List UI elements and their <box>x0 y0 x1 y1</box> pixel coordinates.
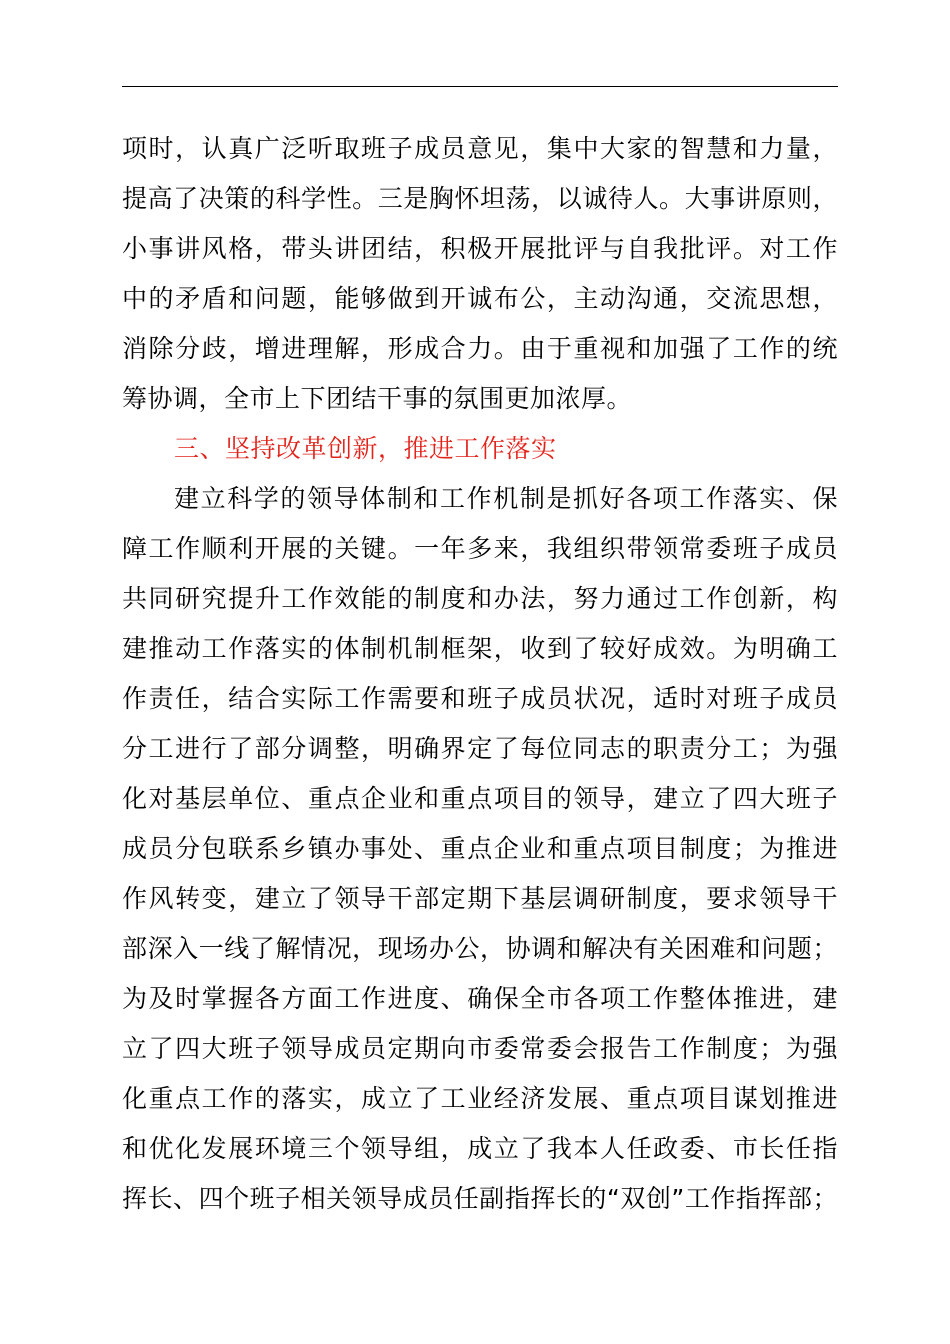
text-line: 建推动工作落实的体制机制框架，收到了较好成效。为明确工 <box>122 634 838 663</box>
text-line: 和优化发展环境三个领导组，成立了我本人任政委、市长任指 <box>122 1134 838 1163</box>
text-line: 化重点工作的落实，成立了工业经济发展、重点项目谋划推进 <box>122 1084 838 1113</box>
text-line: 部深入一线了解情况，现场办公，协调和解决有关困难和问题； <box>122 934 838 963</box>
text-line: 分工进行了部分调整，明确界定了每位同志的职责分工；为强 <box>122 734 838 763</box>
text-line: 成员分包联系乡镇办事处、重点企业和重点项目制度；为推进 <box>122 834 838 863</box>
text-line: 挥长、四个班子相关领导成员任副指挥长的“双创”工作指挥部； <box>122 1184 838 1213</box>
text-line: 作风转变，建立了领导干部定期下基层调研制度，要求领导干 <box>122 884 838 913</box>
header-rule <box>122 86 838 87</box>
text-line: 筹协调，全市上下团结干事的氛围更加浓厚。 <box>122 384 633 413</box>
text-line: 立了四大班子领导成员定期向市委常委会报告工作制度；为强 <box>122 1034 838 1063</box>
text-line: 化对基层单位、重点企业和重点项目的领导，建立了四大班子 <box>122 784 838 813</box>
text-line: 消除分歧，增进理解，形成合力。由于重视和加强了工作的统 <box>122 334 838 363</box>
text-line: 项时，认真广泛听取班子成员意见，集中大家的智慧和力量， <box>122 134 838 163</box>
text-line: 小事讲风格，带头讲团结，积极开展批评与自我批评。对工作 <box>122 234 838 263</box>
section-heading: 三、坚持改革创新，推进工作落实 <box>174 434 557 463</box>
text-line: 共同研究提升工作效能的制度和办法，努力通过工作创新，构 <box>122 584 838 613</box>
paragraph-first-line: 建立科学的领导体制和工作机制是抓好各项工作落实、保 <box>174 484 838 513</box>
text-line: 为及时掌握各方面工作进度、确保全市各项工作整体推进，建 <box>122 984 838 1013</box>
text-line: 障工作顺利开展的关键。一年多来，我组织带领常委班子成员 <box>122 534 838 563</box>
body-text <box>122 124 838 1224</box>
text-line: 作责任，结合实际工作需要和班子成员状况，适时对班子成员 <box>122 684 838 713</box>
text-line: 提高了决策的科学性。三是胸怀坦荡，以诚待人。大事讲原则， <box>122 184 838 213</box>
text-line: 中的矛盾和问题，能够做到开诚布公，主动沟通，交流思想， <box>122 284 838 313</box>
